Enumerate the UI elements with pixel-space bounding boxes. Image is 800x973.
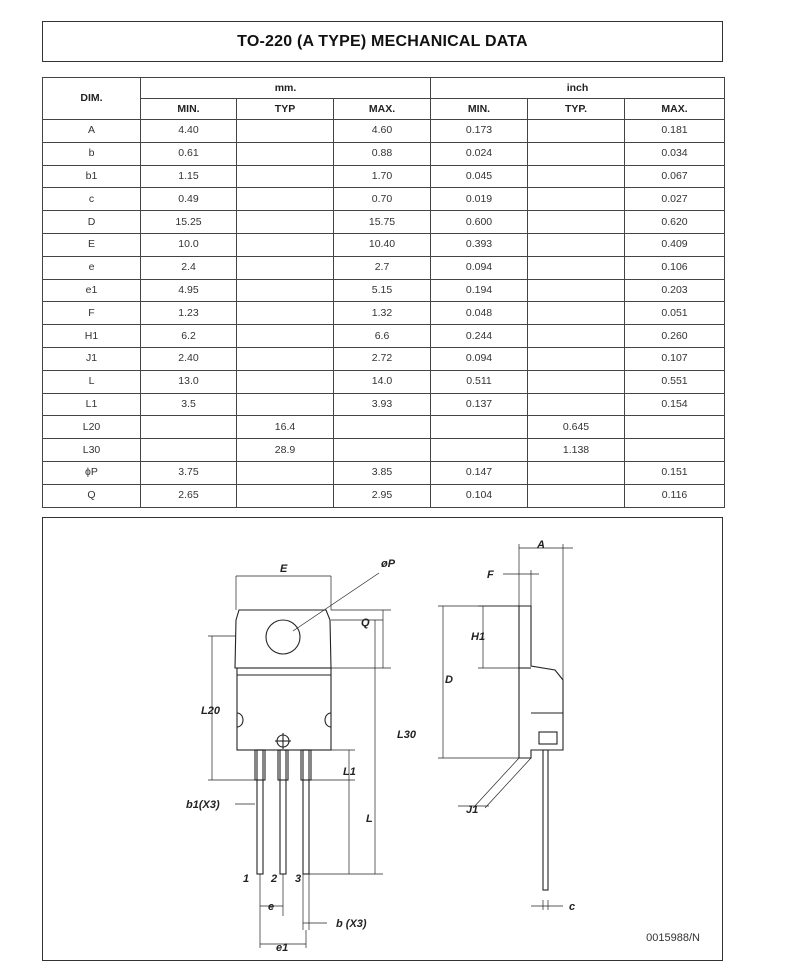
label-J1: J1: [466, 804, 479, 816]
table-row: [43, 188, 725, 211]
value-cell: [237, 188, 334, 211]
value-cell: 1.32: [334, 302, 431, 325]
dim-cell: b1: [43, 165, 141, 188]
label-L1: L1: [343, 766, 356, 778]
value-cell: [528, 120, 625, 143]
table-row: [43, 142, 725, 165]
table-row: [43, 484, 725, 507]
value-cell: 0.045: [431, 165, 528, 188]
value-cell: [528, 325, 625, 348]
value-cell: 2.72: [334, 347, 431, 370]
value-cell: [237, 256, 334, 279]
table-row: [43, 347, 725, 370]
value-cell: [237, 325, 334, 348]
value-cell: 0.094: [431, 256, 528, 279]
dim-cell: b: [43, 142, 141, 165]
label-pin-2: 2: [271, 873, 278, 885]
dim-cell: F: [43, 302, 141, 325]
value-cell: 14.0: [334, 370, 431, 393]
value-cell: 2.95: [334, 484, 431, 507]
value-cell: 0.244: [431, 325, 528, 348]
dim-cell: e: [43, 256, 141, 279]
value-cell: [237, 484, 334, 507]
pin-1-outline: [257, 750, 263, 874]
dim-cell: A: [43, 120, 141, 143]
value-cell: 0.116: [625, 484, 725, 507]
table-subheader-row: [43, 99, 725, 120]
value-cell: [237, 461, 334, 484]
pin-2-outline: [280, 750, 286, 874]
value-cell: 0.154: [625, 393, 725, 416]
value-cell: 2.7: [334, 256, 431, 279]
value-cell: 2.4: [141, 256, 237, 279]
table-row: [43, 461, 725, 484]
value-cell: 0.048: [431, 302, 528, 325]
value-cell: 10.0: [141, 233, 237, 256]
label-e: e: [268, 901, 275, 913]
value-cell: 3.75: [141, 461, 237, 484]
label-pin-1: 1: [243, 873, 250, 885]
label-phiP: øP: [381, 558, 396, 570]
front-tab-outline: [235, 610, 331, 668]
mechanical-data-table: [42, 77, 725, 508]
label-H1: H1: [471, 631, 486, 643]
drawing-code: 0015988/N: [646, 932, 700, 944]
value-cell: [237, 120, 334, 143]
side-pin-outline: [543, 750, 548, 890]
side-view-outline: [518, 606, 563, 758]
label-L: L: [366, 813, 373, 825]
value-cell: 16.4: [237, 416, 334, 439]
value-cell: [528, 165, 625, 188]
value-cell: [431, 416, 528, 439]
value-cell: [141, 416, 237, 439]
value-cell: 0.106: [625, 256, 725, 279]
label-F: F: [487, 569, 494, 581]
value-cell: [528, 347, 625, 370]
value-cell: 0.173: [431, 120, 528, 143]
value-cell: [237, 302, 334, 325]
table-row: [43, 211, 725, 234]
value-cell: 0.203: [625, 279, 725, 302]
table-row: [43, 302, 725, 325]
value-cell: 0.70: [334, 188, 431, 211]
table-row: [43, 416, 725, 439]
value-cell: [625, 439, 725, 462]
front-body-outline: [237, 668, 331, 750]
value-cell: 6.6: [334, 325, 431, 348]
label-b: b (X3): [336, 918, 367, 930]
dim-cell: ϕP: [43, 461, 141, 484]
value-cell: 0.61: [141, 142, 237, 165]
value-cell: [625, 416, 725, 439]
value-cell: 0.88: [334, 142, 431, 165]
value-cell: 1.70: [334, 165, 431, 188]
value-cell: 0.260: [625, 325, 725, 348]
value-cell: 0.067: [625, 165, 725, 188]
value-cell: [528, 142, 625, 165]
dim-header: DIM.: [43, 78, 141, 120]
group-header-mm: mm.: [141, 78, 431, 99]
page-title: TO-220 (A TYPE) MECHANICAL DATA: [42, 21, 723, 62]
value-cell: [528, 211, 625, 234]
value-cell: 0.094: [431, 347, 528, 370]
value-cell: 0.393: [431, 233, 528, 256]
label-e1: e1: [276, 942, 289, 954]
label-pin-3: 3: [295, 873, 302, 885]
group-header-inch: inch: [431, 78, 725, 99]
subheader-inch-min: MIN.: [431, 99, 528, 120]
dim-cell: c: [43, 188, 141, 211]
table-row: [43, 279, 725, 302]
label-L20: L20: [201, 705, 220, 717]
value-cell: 0.600: [431, 211, 528, 234]
value-cell: [528, 484, 625, 507]
value-cell: 4.40: [141, 120, 237, 143]
value-cell: 3.93: [334, 393, 431, 416]
table-group-header-row: [43, 78, 725, 99]
value-cell: 6.2: [141, 325, 237, 348]
table-row: [43, 233, 725, 256]
table-row: [43, 165, 725, 188]
value-cell: 0.019: [431, 188, 528, 211]
value-cell: [528, 256, 625, 279]
value-cell: 0.409: [625, 233, 725, 256]
value-cell: [334, 416, 431, 439]
value-cell: 1.138: [528, 439, 625, 462]
value-cell: [141, 439, 237, 462]
value-cell: 5.15: [334, 279, 431, 302]
subheader-inch-typ: TYP.: [528, 99, 625, 120]
value-cell: 0.49: [141, 188, 237, 211]
dim-cell: D: [43, 211, 141, 234]
value-cell: 0.194: [431, 279, 528, 302]
dim-cell: Q: [43, 484, 141, 507]
value-cell: 0.181: [625, 120, 725, 143]
value-cell: [237, 370, 334, 393]
value-cell: [237, 211, 334, 234]
subheader-mm-max: MAX.: [334, 99, 431, 120]
label-E: E: [280, 563, 288, 575]
dim-cell: E: [43, 233, 141, 256]
subheader-mm-min: MIN.: [141, 99, 237, 120]
subheader-inch-max: MAX.: [625, 99, 725, 120]
table-row: [43, 325, 725, 348]
value-cell: [237, 393, 334, 416]
value-cell: 0.137: [431, 393, 528, 416]
value-cell: 0.024: [431, 142, 528, 165]
package-outline-svg: [43, 518, 724, 962]
value-cell: 13.0: [141, 370, 237, 393]
label-Q: Q: [361, 617, 370, 629]
value-cell: [237, 233, 334, 256]
value-cell: [237, 165, 334, 188]
value-cell: [528, 279, 625, 302]
dim-cell: L1: [43, 393, 141, 416]
value-cell: 1.15: [141, 165, 237, 188]
value-cell: 2.40: [141, 347, 237, 370]
value-cell: 0.104: [431, 484, 528, 507]
value-cell: [528, 233, 625, 256]
table-row: [43, 439, 725, 462]
label-c: c: [569, 901, 576, 913]
label-A: A: [537, 539, 545, 551]
dim-cell: L: [43, 370, 141, 393]
mounting-hole-outline: [266, 620, 300, 654]
table-row: [43, 393, 725, 416]
value-cell: [528, 393, 625, 416]
table-row: [43, 370, 725, 393]
label-b1: b1(X3): [186, 799, 220, 811]
value-cell: 1.23: [141, 302, 237, 325]
value-cell: 0.051: [625, 302, 725, 325]
label-L30: L30: [397, 729, 416, 741]
table-row: [43, 256, 725, 279]
value-cell: 0.551: [625, 370, 725, 393]
value-cell: 3.85: [334, 461, 431, 484]
table-body: [43, 120, 725, 508]
value-cell: 10.40: [334, 233, 431, 256]
value-cell: 28.9: [237, 439, 334, 462]
value-cell: 4.95: [141, 279, 237, 302]
pin-3-outline: [303, 750, 309, 874]
dim-cell: H1: [43, 325, 141, 348]
value-cell: [237, 347, 334, 370]
value-cell: [431, 439, 528, 462]
value-cell: [528, 461, 625, 484]
dim-cell: L30: [43, 439, 141, 462]
value-cell: 0.147: [431, 461, 528, 484]
value-cell: 15.75: [334, 211, 431, 234]
dim-cell: J1: [43, 347, 141, 370]
label-D: D: [445, 674, 453, 686]
value-cell: [237, 142, 334, 165]
value-cell: 3.5: [141, 393, 237, 416]
value-cell: 4.60: [334, 120, 431, 143]
value-cell: 0.620: [625, 211, 725, 234]
value-cell: 0.027: [625, 188, 725, 211]
value-cell: 15.25: [141, 211, 237, 234]
value-cell: [334, 439, 431, 462]
dim-cell: e1: [43, 279, 141, 302]
value-cell: [528, 370, 625, 393]
value-cell: [528, 302, 625, 325]
dim-cell: L20: [43, 416, 141, 439]
subheader-mm-typ: TYP: [237, 99, 334, 120]
value-cell: [528, 188, 625, 211]
value-cell: 0.034: [625, 142, 725, 165]
value-cell: [237, 279, 334, 302]
value-cell: 0.107: [625, 347, 725, 370]
table-row: [43, 120, 725, 143]
package-drawing: [42, 517, 723, 961]
value-cell: 0.151: [625, 461, 725, 484]
value-cell: 0.645: [528, 416, 625, 439]
value-cell: 2.65: [141, 484, 237, 507]
value-cell: 0.511: [431, 370, 528, 393]
